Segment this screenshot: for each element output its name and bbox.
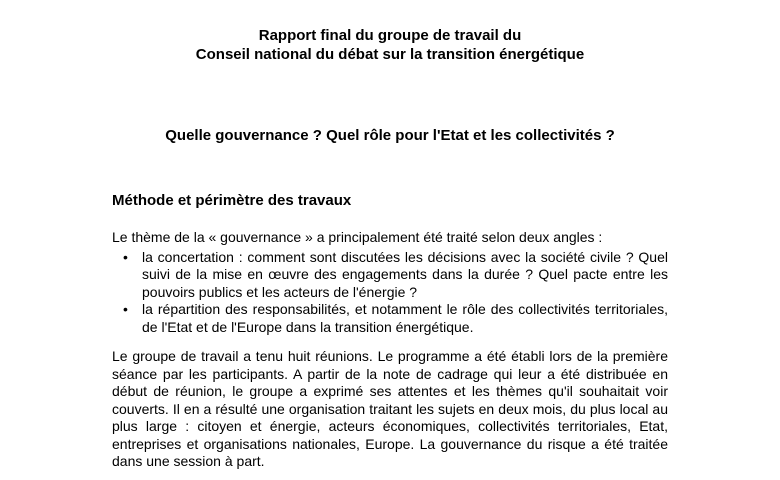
intro-and-bullets (112, 229, 668, 336)
title-line-1: Rapport final du groupe de travail du (258, 27, 522, 44)
title-line-2: Conseil national du débat sur la transition énergétique (195, 45, 585, 63)
document-subtitle: Quelle gouvernance ? Quel rôle pour l'Etat et les collectivités ? (165, 127, 615, 144)
document-title (0, 27, 780, 64)
intro-line: Le thème de la « gouvernance » a principalement été traité selon deux angles : (112, 229, 603, 245)
section-heading: Méthode et périmètre des travaux (112, 192, 352, 209)
body-paragraph: Le groupe de travail a tenu huit réunions. Le programme a été établi lors de la première séance par les participants. A partir de la note de cadrage qui leur a été distribuée en début de réunion, le groupe a exprimé ses attentes et les thèmes qu'il souhaitait voir couverts. Il en a résulté une organisation traitant les sujets en deux mois, du plus local au plus large : citoyen et énergie, acteurs économiques, collectivités territoriales, Etat, entreprises et organisations nationales, Europe. La gouvernance du risque a été traitée dans une session à part. (112, 348, 668, 469)
bullet-list (112, 249, 668, 337)
bullet-item-concertation: • la concertation : comment sont discutées les décisions avec la société civile ? Quel suivi de la mise en œuvre des engagements dans la durée ? Quel pacte entre les pouvoirs publics et les acteurs de l'énergie ? (112, 249, 668, 302)
bullet-item-repartition: • la répartition des responsabilités, et notamment le rôle des collectivités territoriales, de l'Etat et de l'Europe dans la transition énergétique. (112, 301, 668, 336)
